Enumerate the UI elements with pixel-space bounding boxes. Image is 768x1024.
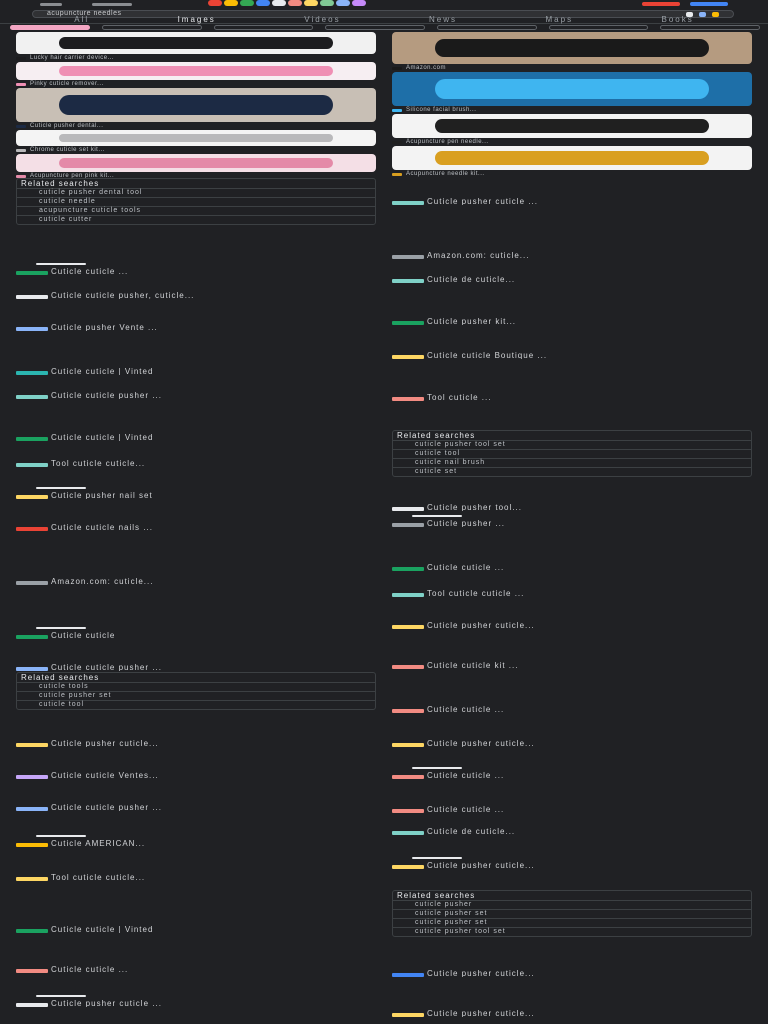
related-search-item[interactable]: cuticle pusher tool set: [393, 440, 751, 449]
result-title: Cuticle cuticle pusher ...: [51, 664, 162, 671]
related-search-item[interactable]: cuticle cutter: [17, 215, 375, 224]
site-favicon-icon: [16, 395, 48, 399]
result-title: Cuticle cuticle ...: [51, 966, 129, 973]
site-favicon-icon: [16, 83, 26, 86]
site-favicon-icon: [16, 463, 48, 467]
result-title: Cuticle cuticle | Vinted: [51, 368, 154, 375]
web-result[interactable]: [392, 394, 752, 401]
result-title: Cuticle pusher cuticle...: [427, 970, 535, 977]
related-searches-title: Related searches: [21, 179, 100, 188]
site-favicon-icon: [392, 279, 424, 283]
result-title: Tool cuticle cuticle...: [51, 460, 146, 467]
chip[interactable]: [325, 25, 425, 30]
web-result[interactable]: [392, 772, 752, 779]
related-searches: [16, 672, 376, 710]
source-badge: [412, 767, 462, 769]
tab-books[interactable]: Books: [661, 15, 694, 24]
caption-text: Chrome cuticle set kit...: [30, 147, 105, 153]
web-result[interactable]: [16, 578, 376, 585]
doodle-segment: [208, 0, 222, 6]
related-search-item[interactable]: acupuncture cuticle tools: [17, 206, 375, 215]
web-result[interactable]: [392, 276, 752, 283]
tab-videos[interactable]: Videos: [304, 15, 341, 24]
web-result[interactable]: [392, 662, 752, 669]
site-favicon-icon: [392, 355, 424, 359]
doodle-segment: [320, 0, 334, 6]
source-badge: [412, 857, 462, 859]
result-title: Cuticle cuticle Boutique ...: [427, 352, 548, 359]
site-favicon-icon: [16, 371, 48, 375]
labs-icon[interactable]: [92, 3, 132, 6]
site-favicon-icon: [16, 807, 48, 811]
product-image: [435, 79, 709, 98]
result-title: Cuticle pusher cuticle...: [427, 862, 535, 869]
results-column-right: [392, 32, 752, 178]
tab-maps[interactable]: Maps: [545, 15, 574, 24]
site-favicon-icon: [392, 507, 424, 511]
result-title: Cuticle cuticle: [51, 632, 116, 639]
source-badge: [36, 995, 86, 997]
related-search-item[interactable]: cuticle tool: [17, 700, 375, 709]
google-doodle-logo[interactable]: [162, 0, 412, 8]
result-title: Amazon.com: cuticle...: [427, 252, 530, 259]
site-favicon-icon: [392, 831, 424, 835]
results-column-left: [16, 32, 376, 180]
result-title: Cuticle de cuticle...: [427, 828, 516, 835]
result-title: Tool cuticle cuticle...: [51, 874, 146, 881]
site-favicon-icon: [16, 295, 48, 299]
image-result[interactable]: [16, 62, 376, 80]
result-title: Cuticle cuticle ...: [427, 564, 505, 571]
web-result[interactable]: [16, 492, 376, 499]
related-searches-title: Related searches: [21, 673, 100, 682]
related-search-item[interactable]: cuticle set: [393, 467, 751, 476]
result-title: Cuticle pusher nail set: [51, 492, 153, 499]
image-result[interactable]: [16, 130, 376, 146]
result-title: Cuticle cuticle | Vinted: [51, 926, 154, 933]
site-favicon-icon: [16, 877, 48, 881]
web-result[interactable]: [392, 198, 752, 205]
related-searches-title: Related searches: [397, 891, 476, 900]
result-title: Cuticle pusher cuticle ...: [51, 1000, 162, 1007]
web-result[interactable]: [16, 268, 376, 275]
result-title: Cuticle pusher ...: [427, 520, 506, 527]
site-favicon-icon: [392, 775, 424, 779]
result-title: Cuticle AMERICAN...: [51, 840, 146, 847]
image-caption[interactable]: [392, 64, 752, 72]
web-result[interactable]: [16, 840, 376, 847]
site-favicon-icon: [16, 929, 48, 933]
image-caption[interactable]: [16, 122, 376, 130]
web-result[interactable]: [16, 434, 376, 441]
web-result[interactable]: [16, 368, 376, 375]
web-result[interactable]: [16, 1000, 376, 1007]
related-search-item[interactable]: cuticle needle: [17, 197, 375, 206]
result-title: Cuticle cuticle ...: [427, 806, 505, 813]
site-favicon-icon: [392, 665, 424, 669]
apps-icon[interactable]: [642, 2, 680, 6]
product-image: [59, 95, 333, 114]
caption-text: Amazon.com: [406, 65, 447, 71]
web-result[interactable]: [392, 622, 752, 629]
result-title: Cuticle cuticle nails ...: [51, 524, 153, 531]
doodle-segment: [336, 0, 350, 6]
filter-chips: [10, 24, 760, 30]
web-result[interactable]: [16, 966, 376, 973]
web-result[interactable]: [392, 1010, 752, 1017]
image-result[interactable]: [392, 114, 752, 138]
result-title: Cuticle pusher tool...: [427, 504, 522, 511]
result-title: Cuticle pusher cuticle...: [427, 740, 535, 747]
web-result[interactable]: [16, 664, 376, 671]
image-result[interactable]: [16, 154, 376, 172]
web-result[interactable]: [16, 524, 376, 531]
image-result[interactable]: [392, 72, 752, 106]
web-result[interactable]: [392, 740, 752, 747]
result-title: Cuticle de cuticle...: [427, 276, 516, 283]
site-favicon-icon: [16, 495, 48, 499]
tab-news[interactable]: News: [429, 15, 458, 24]
tab-images[interactable]: Images: [177, 15, 216, 24]
product-image: [59, 158, 333, 168]
web-result[interactable]: [16, 740, 376, 747]
site-favicon-icon: [392, 173, 402, 176]
web-result[interactable]: [392, 706, 752, 713]
account-avatar[interactable]: [690, 2, 728, 6]
result-title: Cuticle cuticle ...: [427, 706, 505, 713]
related-searches: [392, 430, 752, 477]
related-search-item[interactable]: cuticle pusher: [393, 900, 751, 909]
doodle-segment: [240, 0, 254, 6]
result-title: Tool cuticle cuticle ...: [427, 590, 525, 597]
top-bar: [0, 0, 768, 8]
web-result[interactable]: [392, 564, 752, 571]
product-image: [435, 151, 709, 164]
web-result[interactable]: [16, 292, 376, 299]
site-favicon-icon: [392, 255, 424, 259]
related-searches: [392, 890, 752, 937]
result-title: Cuticle cuticle ...: [427, 772, 505, 779]
related-search-item[interactable]: cuticle pusher set: [393, 909, 751, 918]
related-search-item[interactable]: cuticle tool: [393, 449, 751, 458]
caption-text: Lucky hair carrier device...: [30, 55, 115, 61]
site-favicon-icon: [392, 709, 424, 713]
image-result[interactable]: [392, 32, 752, 64]
product-image: [59, 66, 333, 76]
site-favicon-icon: [16, 327, 48, 331]
source-badge: [36, 627, 86, 629]
web-result[interactable]: [16, 804, 376, 811]
related-search-item[interactable]: cuticle pusher set: [393, 918, 751, 927]
result-title: Amazon.com: cuticle...: [51, 578, 154, 585]
site-favicon-icon: [16, 581, 48, 585]
related-search-item[interactable]: cuticle pusher set: [17, 691, 375, 700]
site-favicon-icon: [392, 809, 424, 813]
search-input[interactable]: acupuncture needles: [47, 10, 122, 17]
result-title: Cuticle cuticle | Vinted: [51, 434, 154, 441]
web-result[interactable]: [16, 772, 376, 779]
site-favicon-icon: [392, 743, 424, 747]
web-result[interactable]: [16, 392, 376, 399]
source-badge: [36, 835, 86, 837]
image-caption[interactable]: [392, 138, 752, 146]
product-image: [435, 39, 709, 57]
web-result[interactable]: [392, 520, 752, 527]
site-favicon-icon: [16, 125, 26, 128]
doodle-segment: [224, 0, 238, 6]
web-result[interactable]: [392, 862, 752, 869]
web-result[interactable]: [392, 590, 752, 597]
chip[interactable]: [660, 25, 760, 30]
site-favicon-icon: [392, 567, 424, 571]
chip[interactable]: [10, 25, 90, 30]
image-caption[interactable]: [392, 170, 752, 178]
image-caption[interactable]: [16, 54, 376, 62]
doodle-segment: [304, 0, 318, 6]
result-title: Cuticle cuticle pusher, cuticle...: [51, 292, 195, 299]
web-result[interactable]: [16, 874, 376, 881]
web-result[interactable]: [392, 970, 752, 977]
site-favicon-icon: [392, 141, 402, 144]
search-tabs: [0, 16, 768, 24]
result-title: Cuticle cuticle kit ...: [427, 662, 519, 669]
chip[interactable]: [437, 25, 537, 30]
chip[interactable]: [549, 25, 649, 30]
image-result[interactable]: [16, 32, 376, 54]
web-result[interactable]: [16, 324, 376, 331]
result-title: Cuticle cuticle ...: [51, 268, 129, 275]
site-favicon-icon: [392, 1013, 424, 1017]
web-result[interactable]: [16, 632, 376, 639]
doodle-segment: [288, 0, 302, 6]
site-favicon-icon: [16, 149, 26, 152]
site-favicon-icon: [392, 593, 424, 597]
web-result[interactable]: [392, 318, 752, 325]
caption-text: Pinky cuticle remover...: [30, 81, 104, 87]
result-title: Cuticle pusher Vente ...: [51, 324, 158, 331]
site-favicon-icon: [16, 57, 26, 60]
site-favicon-icon: [392, 67, 402, 70]
site-favicon-icon: [16, 271, 48, 275]
related-search-item[interactable]: cuticle pusher dental tool: [17, 188, 375, 197]
result-title: Cuticle cuticle pusher ...: [51, 804, 162, 811]
image-caption[interactable]: [16, 146, 376, 154]
result-title: Tool cuticle ...: [427, 394, 492, 401]
site-favicon-icon: [16, 437, 48, 441]
site-favicon-icon: [392, 201, 424, 205]
product-image: [59, 37, 333, 49]
product-image: [59, 134, 333, 143]
web-result[interactable]: [16, 460, 376, 467]
doodle-segment: [272, 0, 286, 6]
doodle-segment: [256, 0, 270, 6]
source-badge: [412, 515, 462, 517]
caption-text: Silicone facial brush...: [406, 107, 477, 113]
result-title: Cuticle pusher cuticle...: [427, 1010, 535, 1017]
site-favicon-icon: [16, 969, 48, 973]
caption-text: Acupuncture pen pink kit...: [30, 173, 115, 179]
site-favicon-icon: [392, 109, 402, 112]
site-favicon-icon: [392, 625, 424, 629]
web-result[interactable]: [392, 352, 752, 359]
result-title: Cuticle pusher cuticle...: [427, 622, 535, 629]
menu-icon[interactable]: [40, 3, 62, 6]
result-title: Cuticle cuticle pusher ...: [51, 392, 162, 399]
site-favicon-icon: [16, 635, 48, 639]
web-result[interactable]: [392, 806, 752, 813]
site-favicon-icon: [16, 743, 48, 747]
related-searches: [16, 178, 376, 225]
site-favicon-icon: [16, 527, 48, 531]
web-result[interactable]: [392, 504, 752, 511]
related-search-item[interactable]: cuticle tools: [17, 682, 375, 691]
source-badge: [36, 263, 86, 265]
site-favicon-icon: [16, 775, 48, 779]
related-search-item[interactable]: cuticle pusher tool set: [393, 927, 751, 936]
caption-text: Cuticle pusher dental...: [30, 123, 104, 129]
related-search-item[interactable]: cuticle nail brush: [393, 458, 751, 467]
caption-text: Acupuncture pen needle...: [406, 139, 489, 145]
site-favicon-icon: [16, 843, 48, 847]
image-result[interactable]: [392, 146, 752, 170]
doodle-segment: [352, 0, 366, 6]
site-favicon-icon: [392, 973, 424, 977]
site-favicon-icon: [392, 523, 424, 527]
result-title: Cuticle pusher cuticle...: [51, 740, 159, 747]
chip[interactable]: [214, 25, 314, 30]
site-favicon-icon: [16, 667, 48, 671]
caption-text: Acupuncture needle kit...: [406, 171, 485, 177]
product-image: [435, 119, 709, 132]
image-caption[interactable]: [392, 106, 752, 114]
web-result[interactable]: [392, 828, 752, 835]
result-title: Cuticle pusher cuticle ...: [427, 198, 538, 205]
tab-all[interactable]: All: [74, 15, 90, 24]
site-favicon-icon: [392, 397, 424, 401]
chip[interactable]: [102, 25, 202, 30]
source-badge: [36, 487, 86, 489]
site-favicon-icon: [392, 865, 424, 869]
related-searches-title: Related searches: [397, 431, 476, 440]
image-caption[interactable]: [16, 80, 376, 88]
image-result[interactable]: [16, 88, 376, 122]
site-favicon-icon: [16, 1003, 48, 1007]
result-title: Cuticle pusher kit...: [427, 318, 517, 325]
web-result[interactable]: [392, 252, 752, 259]
site-favicon-icon: [392, 321, 424, 325]
result-title: Cuticle cuticle Ventes...: [51, 772, 159, 779]
web-result[interactable]: [16, 926, 376, 933]
account-area: [642, 2, 728, 6]
